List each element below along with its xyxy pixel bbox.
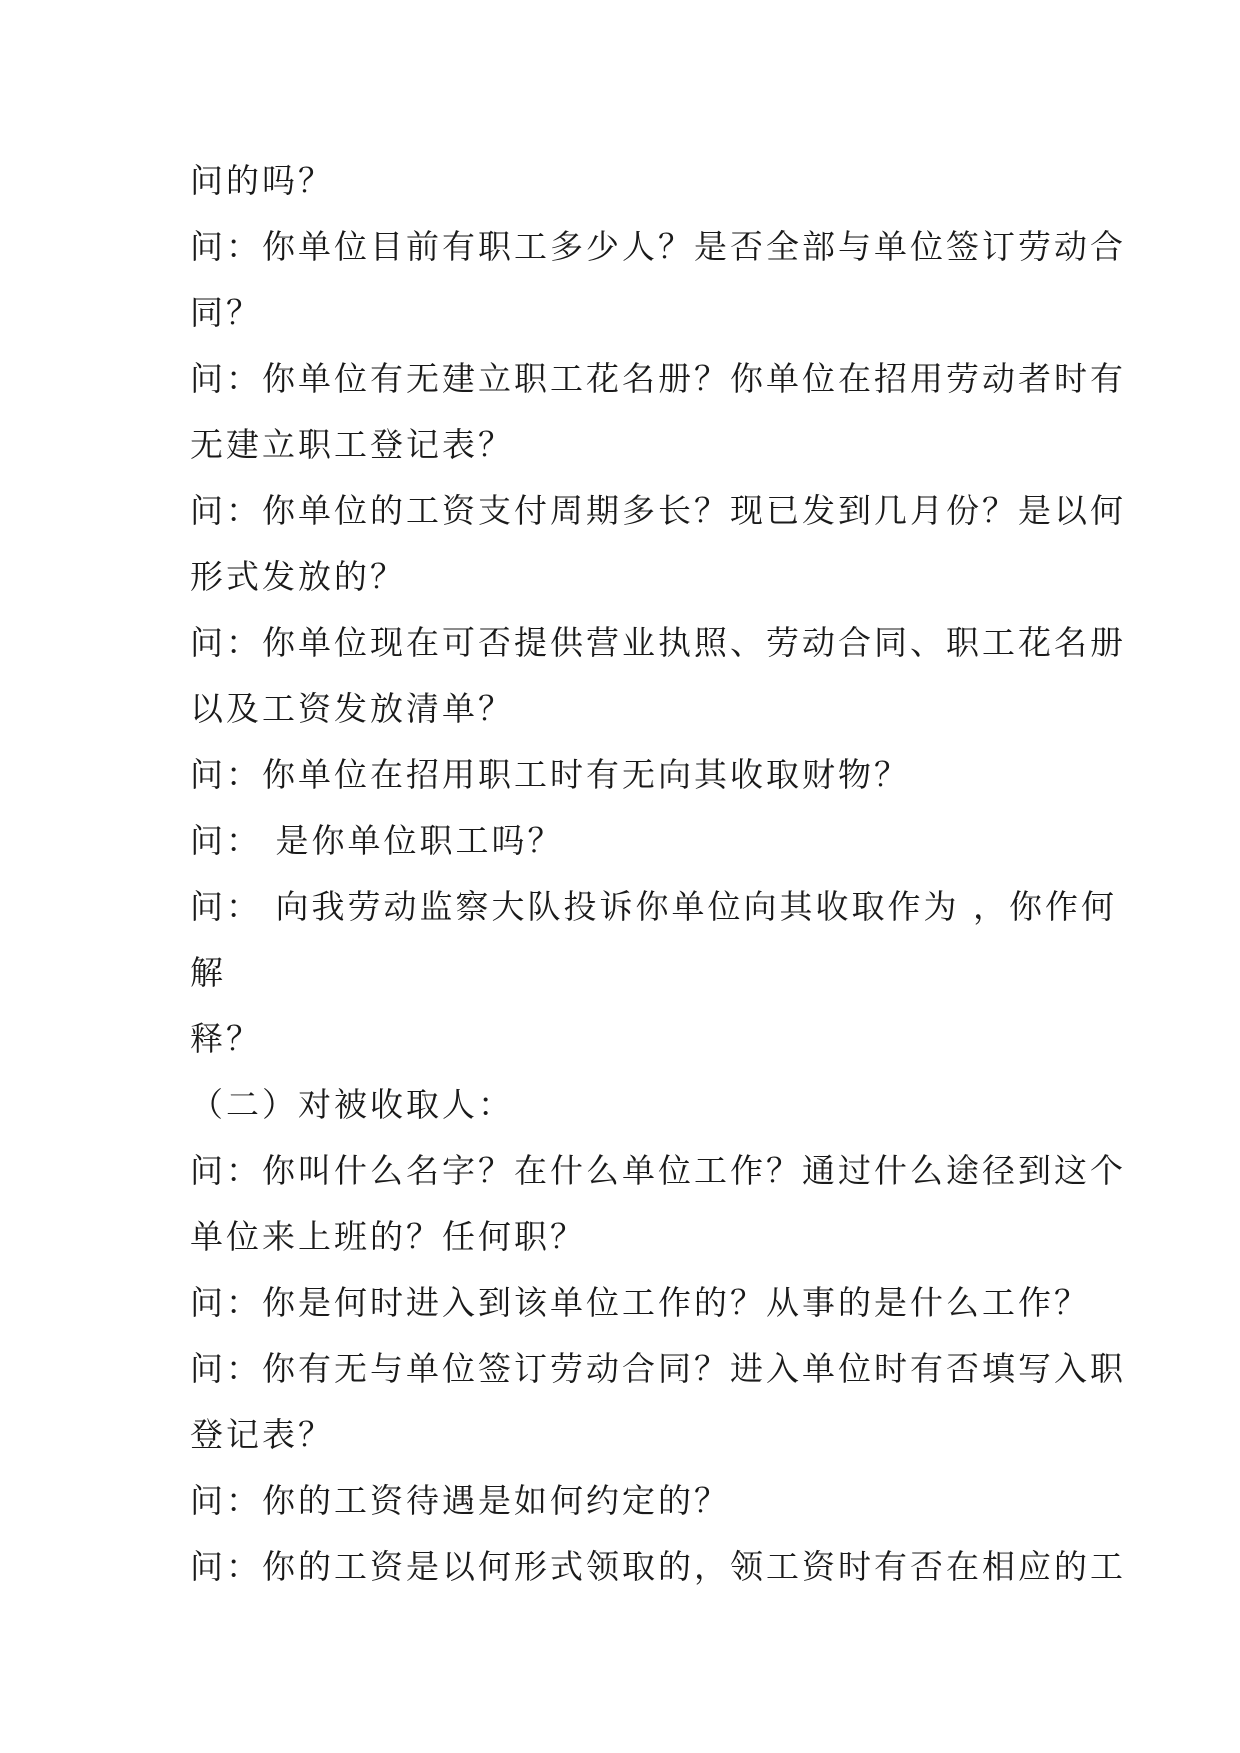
- text-line: 问：你单位在招用职工时有无向其收取财物？: [190, 755, 910, 794]
- text-line: 问：你单位的工资支付周期多长？现已发到几月份？是以何: [190, 491, 1126, 530]
- text-line: 问：你叫什么名字？在什么单位工作？通过什么途径到这个: [190, 1151, 1126, 1190]
- text-line: 问：你是何时进入到该单位工作的？从事的是什么工作？: [190, 1283, 1090, 1322]
- text-line: 单位来上班的？任何职？: [190, 1217, 586, 1256]
- text-line: 问：你单位目前有职工多少人？是否全部与单位签订劳动合: [190, 227, 1126, 266]
- section-heading: （二）对被收取人：: [190, 1085, 514, 1124]
- text-line: 解: [190, 953, 226, 992]
- text-line: 问：你有无与单位签订劳动合同？进入单位时有否填写入职: [190, 1349, 1126, 1388]
- text-line: 问：你的工资待遇是如何约定的？: [190, 1481, 730, 1520]
- text-line: 无建立职工登记表？: [190, 425, 514, 464]
- text-line: 释？: [190, 1019, 262, 1058]
- text-line: 问： 向我劳动监察大队投诉你单位向其收取作为 ，你作何: [190, 887, 1117, 926]
- text-line: 问：你单位有无建立职工花名册？你单位在招用劳动者时有: [190, 359, 1126, 398]
- text-line: 以及工资发放清单？: [190, 689, 514, 728]
- text-line: 问的吗？: [190, 161, 334, 200]
- text-line: 问：你的工资是以何形式领取的，领工资时有否在相应的工: [190, 1547, 1126, 1586]
- text-line: 形式发放的？: [190, 557, 406, 596]
- text-line: 问：你单位现在可否提供营业执照、劳动合同、职工花名册: [190, 623, 1126, 662]
- text-line: 问： 是你单位职工吗？: [190, 821, 564, 860]
- text-line: 登记表？: [190, 1415, 334, 1454]
- document-body: [190, 148, 1126, 1600]
- text-line: 同？: [190, 293, 262, 332]
